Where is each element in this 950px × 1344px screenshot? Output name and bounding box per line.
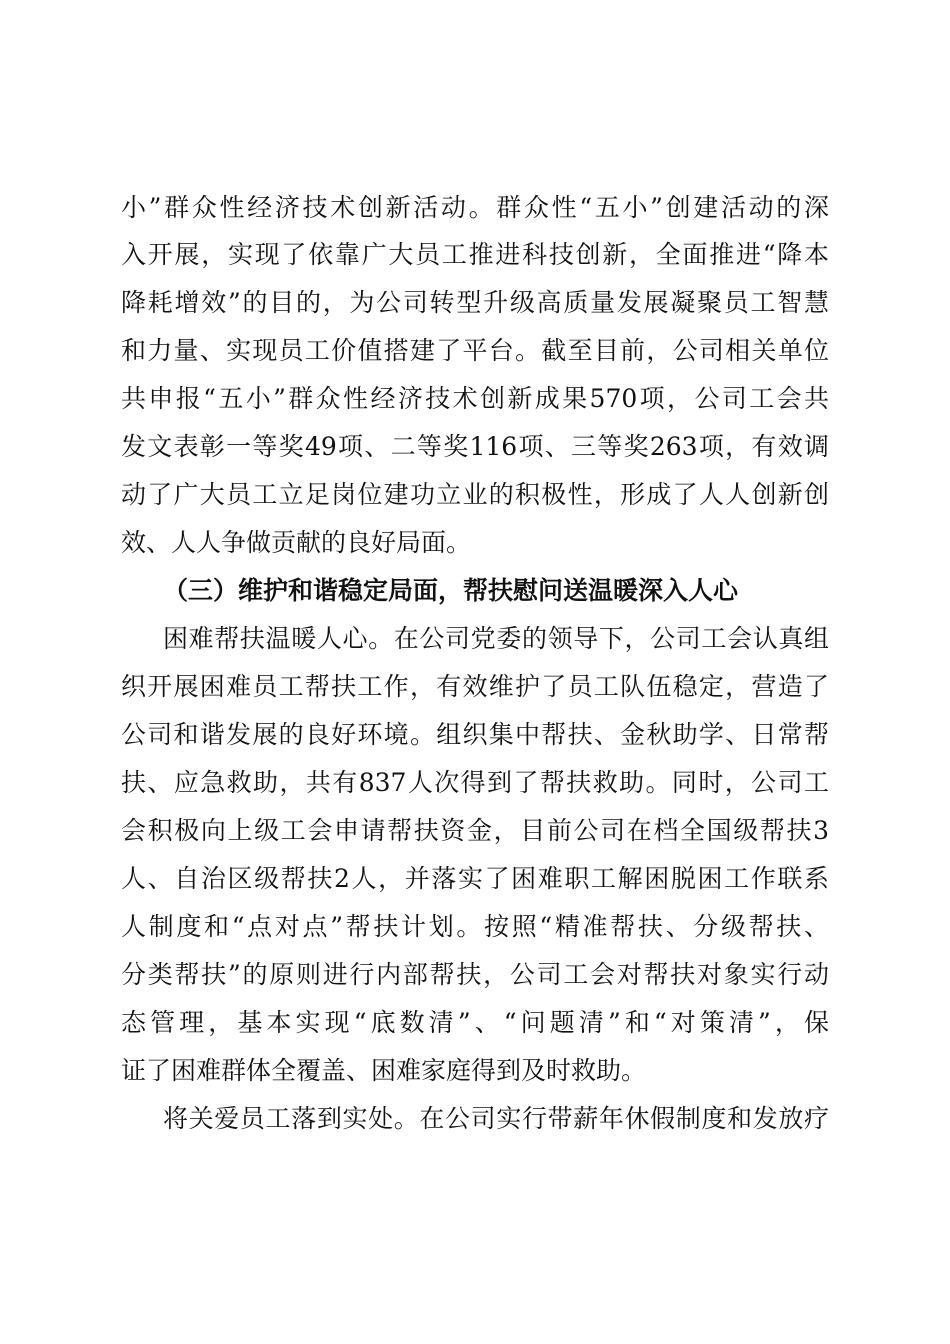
- text-line: 小”群众性经济技术创新活动。群众性“五小”创建活动的深: [121, 193, 829, 222]
- paragraph-first-line: 困难帮扶温暖人心。在公司党委的领导下，公司工会认真组: [163, 624, 829, 653]
- text-line: 态管理，基本实现“底数清”、“问题清”和“对策清”，保: [121, 1008, 829, 1037]
- text-line: 入开展，实现了依靠广大员工推进科技创新，全面推进“降本: [121, 240, 829, 269]
- text-line: 公司和谐发展的良好环境。组织集中帮扶、金秋助学、日常帮: [121, 720, 829, 749]
- paragraph-first-line: 将关爱员工落到实处。在公司实行带薪年休假制度和发放疗: [163, 1104, 829, 1133]
- text-line: 扶、应急救助，共有837人次得到了帮扶救助。同时，公司工: [121, 768, 829, 797]
- text-line: 会积极向上级工会申请帮扶资金，目前公司在档全国级帮扶3: [121, 816, 829, 845]
- text-line: 人、自治区级帮扶2人，并落实了困难职工解困脱困工作联系: [121, 864, 829, 893]
- section-heading: （三）维护和谐稳定局面，帮扶慰问送温暖深入人心: [163, 576, 739, 605]
- text-line: 人制度和“点对点”帮扶计划。按照“精准帮扶、分级帮扶、: [121, 912, 829, 941]
- text-line: 证了困难群体全覆盖、困难家庭得到及时救助。: [121, 1056, 647, 1085]
- text-line: 效、人人争做贡献的良好局面。: [121, 528, 472, 557]
- text-line: 共申报“五小”群众性经济技术创新成果570项，公司工会共: [121, 384, 829, 413]
- text-line: 动了广大员工立足岗位建功立业的积极性，形成了人人创新创: [121, 480, 829, 509]
- text-line: 降耗增效”的目的，为公司转型升级高质量发展凝聚员工智慧: [121, 288, 829, 317]
- text-line: 分类帮扶”的原则进行内部帮扶，公司工会对帮扶对象实行动: [121, 960, 829, 989]
- text-line: 发文表彰一等奖49项、二等奖116项、三等奖263项，有效调: [121, 432, 829, 461]
- text-line: 和力量、实现员工价值搭建了平台。截至目前，公司相关单位: [121, 336, 829, 365]
- text-line: 织开展困难员工帮扶工作，有效维护了员工队伍稳定，营造了: [121, 672, 829, 701]
